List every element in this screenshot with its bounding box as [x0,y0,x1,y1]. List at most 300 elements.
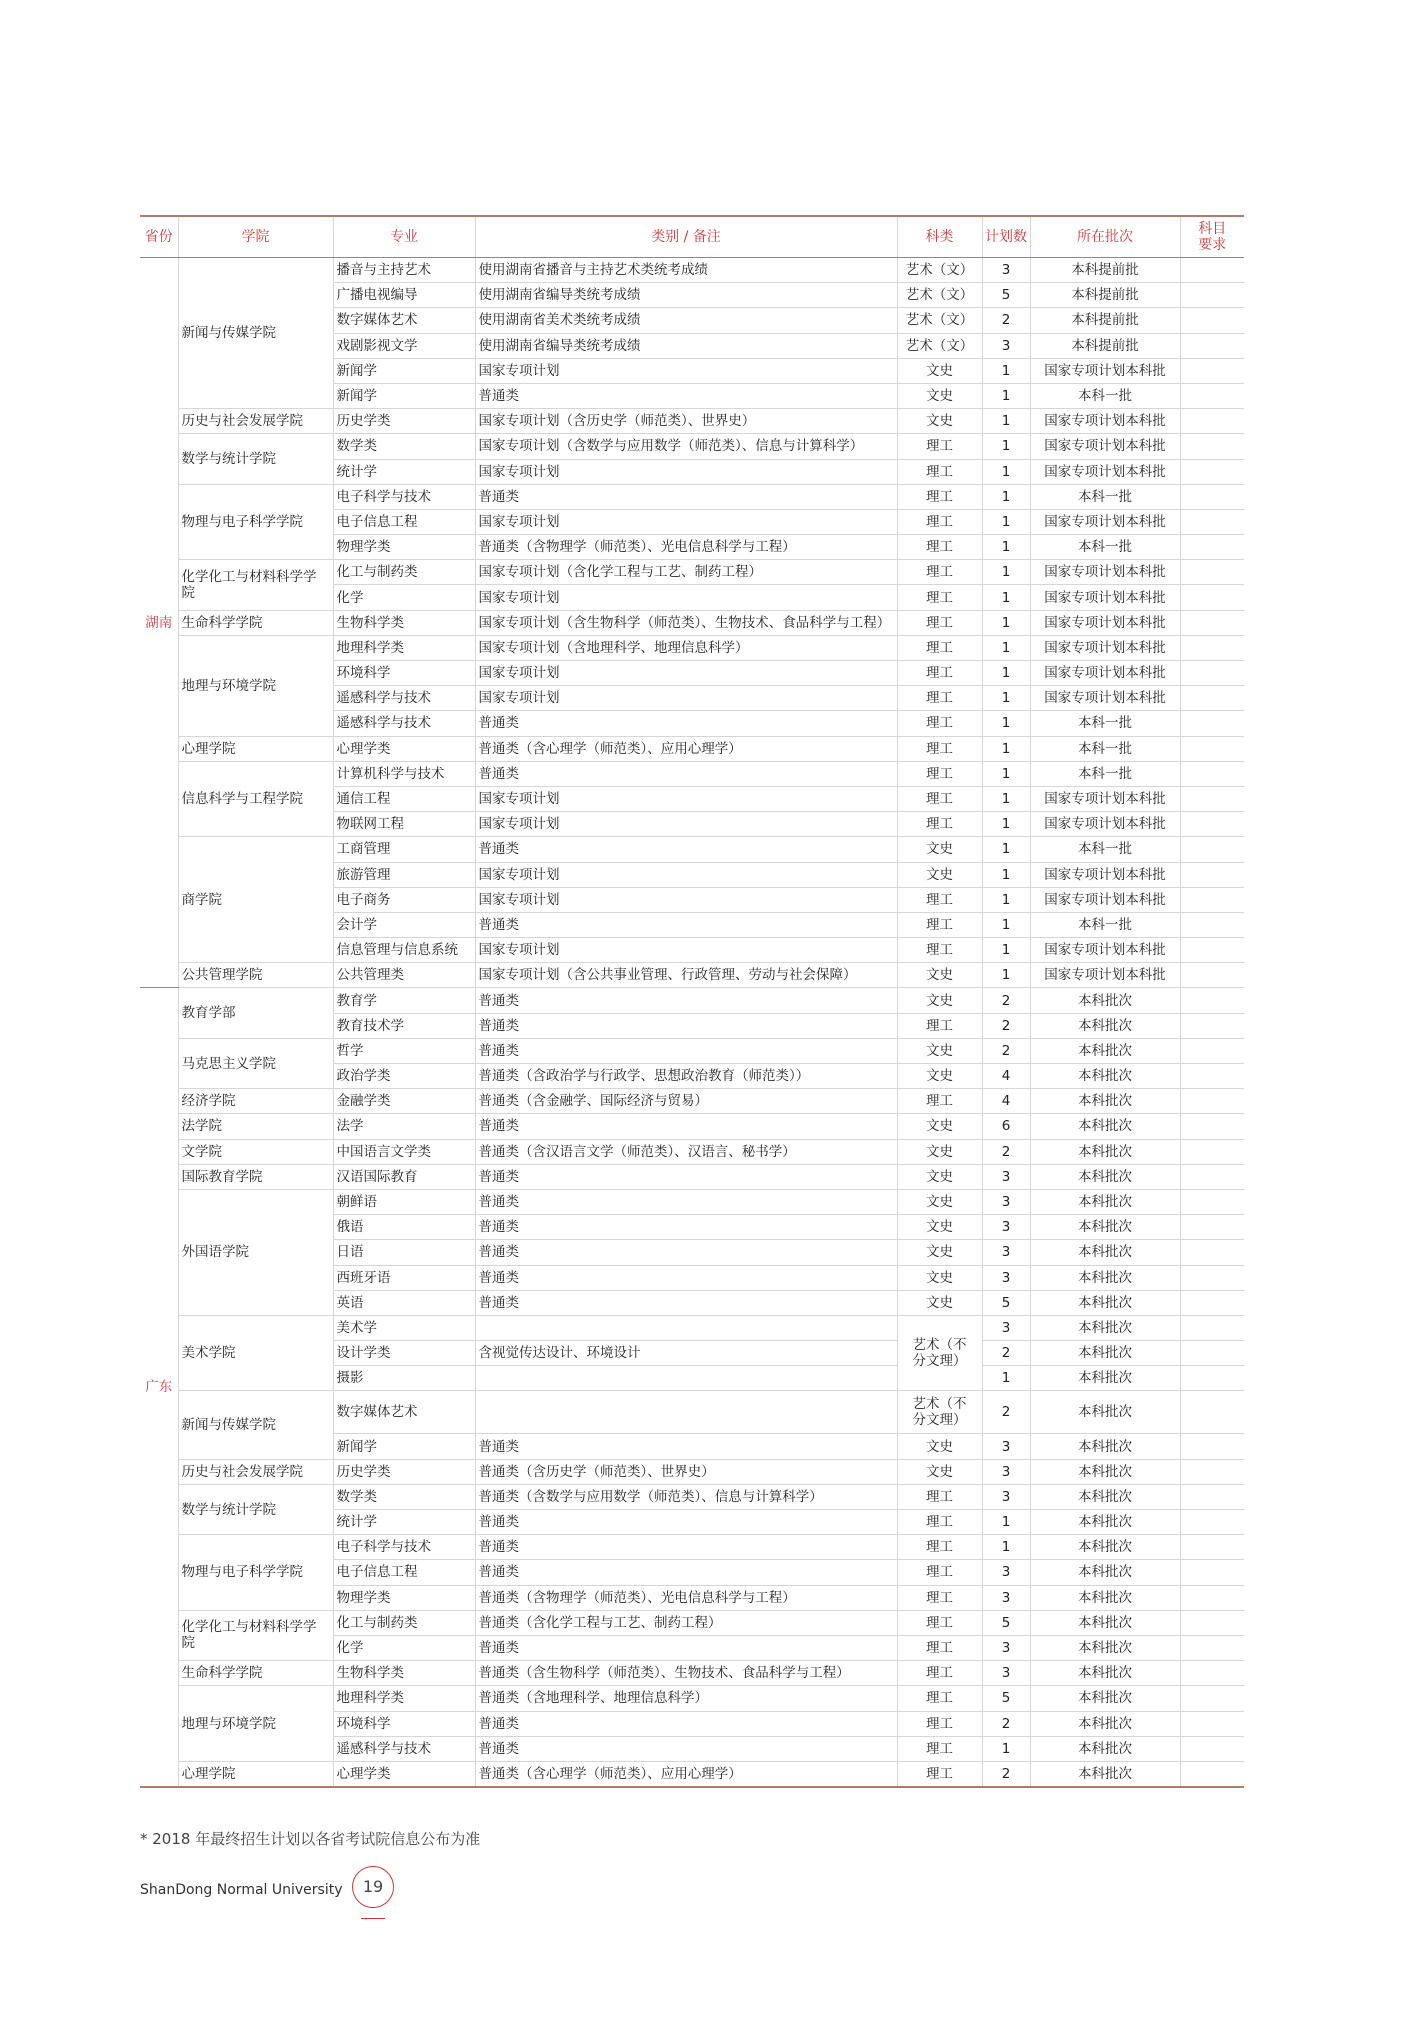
note-cell: 国家专项计划 [475,812,897,837]
plan-count-cell: 1 [982,938,1030,963]
footnote: * 2018 年最终招生计划以各省考试院信息公布为准 [140,1830,481,1848]
plan-count-cell: 1 [982,434,1030,459]
plan-count-cell: 5 [982,283,1030,308]
major-cell: 统计学 [333,459,475,484]
subject-cell: 理工 [897,1736,982,1761]
major-cell: 西班牙语 [333,1265,475,1290]
note-cell: 普通类 [475,1013,897,1038]
note-cell: 普通类 [475,1290,897,1315]
table-row [140,1535,1244,1560]
major-cell: 心理学类 [333,1761,475,1787]
college-cell: 信息科学与工程学院 [178,761,333,837]
batch-cell: 本科批次 [1030,1114,1180,1139]
major-cell: 数学类 [333,434,475,459]
subject-cell: 理工 [897,1711,982,1736]
plan-count-cell: 4 [982,1064,1030,1089]
batch-cell: 本科一批 [1030,484,1180,509]
major-cell: 工商管理 [333,837,475,862]
note-cell: 普通类 [475,1711,897,1736]
major-cell: 旅游管理 [333,862,475,887]
requirement-cell [1180,258,1244,283]
footer-brand: ShanDong Normal University [140,1882,343,1898]
college-cell: 美术学院 [178,1315,333,1391]
subject-cell: 文史 [897,1459,982,1484]
requirement-cell [1180,1635,1244,1660]
subject-cell: 文史 [897,963,982,988]
note-cell: 普通类（含金融学、国际经济与贸易） [475,1089,897,1114]
note-cell: 普通类 [475,1240,897,1265]
batch-cell: 本科一批 [1030,535,1180,560]
table-row [140,1459,1244,1484]
requirement-cell [1180,1290,1244,1315]
college-cell: 数学与统计学院 [178,1484,333,1534]
subject-cell: 艺术（文） [897,258,982,283]
requirement-cell [1180,1089,1244,1114]
subject-cell: 理工 [897,786,982,811]
note-cell: 普通类 [475,761,897,786]
subject-cell: 理工 [897,812,982,837]
batch-cell: 本科批次 [1030,1164,1180,1189]
subject-cell: 理工 [897,1535,982,1560]
subject-cell: 艺术（不分文理） [897,1391,982,1434]
major-cell: 广播电视编导 [333,283,475,308]
plan-count-cell: 3 [982,1459,1030,1484]
subject-cell: 理工 [897,686,982,711]
major-cell: 电子信息工程 [333,509,475,534]
plan-count-cell: 1 [982,661,1030,686]
plan-count-cell: 1 [982,887,1030,912]
college-cell: 文学院 [178,1139,333,1164]
plan-count-cell: 2 [982,308,1030,333]
table-body [140,258,1244,1788]
plan-count-cell: 1 [982,560,1030,585]
batch-cell: 本科批次 [1030,1510,1180,1535]
requirement-cell [1180,1341,1244,1366]
major-cell: 化学 [333,1635,475,1660]
plan-count-cell: 3 [982,1265,1030,1290]
batch-cell: 本科批次 [1030,1736,1180,1761]
subject-cell: 理工 [897,509,982,534]
requirement-cell [1180,1366,1244,1391]
batch-cell: 本科提前批 [1030,283,1180,308]
requirement-cell [1180,1064,1244,1089]
plan-count-cell: 1 [982,383,1030,408]
major-cell: 金融学类 [333,1089,475,1114]
plan-count-cell: 3 [982,1215,1030,1240]
requirement-cell [1180,283,1244,308]
table-row [140,1610,1244,1635]
table-row [140,1484,1244,1509]
table-row [140,1114,1244,1139]
requirement-cell [1180,1265,1244,1290]
college-cell: 新闻与传媒学院 [178,258,333,409]
requirement-cell [1180,1114,1244,1139]
college-cell: 公共管理学院 [178,963,333,988]
batch-cell: 国家专项计划本科批 [1030,358,1180,383]
note-cell: 普通类 [475,988,897,1013]
note-cell: 使用湖南省播音与主持艺术类统考成绩 [475,258,897,283]
batch-cell: 本科批次 [1030,1711,1180,1736]
plan-count-cell: 1 [982,484,1030,509]
requirement-cell [1180,1240,1244,1265]
requirement-cell [1180,1585,1244,1610]
batch-cell: 本科批次 [1030,1366,1180,1391]
batch-cell: 国家专项计划本科批 [1030,938,1180,963]
plan-count-cell: 1 [982,358,1030,383]
major-cell: 英语 [333,1290,475,1315]
batch-cell: 国家专项计划本科批 [1030,585,1180,610]
subject-cell: 理工 [897,661,982,686]
major-cell: 通信工程 [333,786,475,811]
note-cell: 普通类（含物理学（师范类）、光电信息科学与工程） [475,1585,897,1610]
requirement-cell [1180,736,1244,761]
college-cell: 商学院 [178,837,333,963]
note-cell [475,1315,897,1340]
subject-cell: 艺术（不分文理） [897,1315,982,1391]
batch-cell: 本科批次 [1030,1341,1180,1366]
note-cell: 国家专项计划（含数学与应用数学（师范类）、信息与计算科学） [475,434,897,459]
batch-cell: 国家专项计划本科批 [1030,812,1180,837]
plan-count-cell: 2 [982,1711,1030,1736]
college-cell: 物理与电子科学学院 [178,484,333,560]
page-number-underline [361,1918,385,1919]
note-cell: 普通类（含心理学（师范类）、应用心理学） [475,1761,897,1787]
note-cell: 国家专项计划 [475,686,897,711]
major-cell: 生物科学类 [333,610,475,635]
major-cell: 统计学 [333,1510,475,1535]
note-cell: 普通类 [475,711,897,736]
college-cell: 地理与环境学院 [178,1686,333,1762]
table-row [140,1761,1244,1787]
note-cell: 普通类 [475,837,897,862]
requirement-cell [1180,938,1244,963]
college-cell: 教育学部 [178,988,333,1038]
batch-cell: 本科一批 [1030,761,1180,786]
requirement-cell [1180,887,1244,912]
requirement-cell [1180,333,1244,358]
major-cell: 美术学 [333,1315,475,1340]
major-cell: 政治学类 [333,1064,475,1089]
college-cell: 物理与电子科学学院 [178,1535,333,1611]
batch-cell: 本科批次 [1030,1585,1180,1610]
batch-cell: 国家专项计划本科批 [1030,786,1180,811]
batch-cell: 本科批次 [1030,1315,1180,1340]
subject-cell: 文史 [897,1290,982,1315]
batch-cell: 本科批次 [1030,1240,1180,1265]
major-cell: 环境科学 [333,661,475,686]
table-row [140,1315,1244,1340]
batch-cell: 本科批次 [1030,1064,1180,1089]
header-subject: 科类 [897,216,982,258]
requirement-cell [1180,1038,1244,1063]
requirement-cell [1180,1535,1244,1560]
major-cell: 朝鲜语 [333,1189,475,1214]
batch-cell: 国家专项计划本科批 [1030,409,1180,434]
subject-cell: 文史 [897,988,982,1013]
table-row [140,258,1244,283]
major-cell: 汉语国际教育 [333,1164,475,1189]
plan-count-cell: 2 [982,1761,1030,1787]
major-cell: 遥感科学与技术 [333,711,475,736]
header-category: 类别 / 备注 [475,216,897,258]
major-cell: 历史学类 [333,1459,475,1484]
batch-cell: 本科批次 [1030,1089,1180,1114]
note-cell: 国家专项计划（含生物科学（师范类）、生物技术、食品科学与工程） [475,610,897,635]
requirement-cell [1180,761,1244,786]
subject-cell: 文史 [897,383,982,408]
plan-count-cell: 1 [982,837,1030,862]
subject-cell: 文史 [897,1434,982,1459]
batch-cell: 国家专项计划本科批 [1030,862,1180,887]
plan-count-cell: 2 [982,1139,1030,1164]
major-cell: 心理学类 [333,736,475,761]
note-cell: 普通类 [475,1114,897,1139]
major-cell: 教育学 [333,988,475,1013]
subject-cell: 理工 [897,1610,982,1635]
batch-cell: 本科一批 [1030,711,1180,736]
batch-cell: 国家专项计划本科批 [1030,635,1180,660]
major-cell: 电子科学与技术 [333,484,475,509]
requirement-cell [1180,988,1244,1013]
note-cell: 国家专项计划 [475,358,897,383]
subject-cell: 文史 [897,1064,982,1089]
table-header-row [140,216,1244,258]
requirement-cell [1180,1686,1244,1711]
major-cell: 化工与制药类 [333,1610,475,1635]
college-cell: 心理学院 [178,1761,333,1787]
batch-cell: 本科批次 [1030,1635,1180,1660]
note-cell: 普通类（含生物科学（师范类）、生物技术、食品科学与工程） [475,1661,897,1686]
batch-cell: 本科批次 [1030,1535,1180,1560]
plan-count-cell: 3 [982,258,1030,283]
table-row [140,1089,1244,1114]
subject-cell: 理工 [897,761,982,786]
requirement-cell [1180,358,1244,383]
college-cell: 生命科学学院 [178,1661,333,1686]
note-cell: 国家专项计划（含化学工程与工艺、制药工程） [475,560,897,585]
subject-cell: 理工 [897,1661,982,1686]
note-cell: 普通类 [475,1038,897,1063]
major-cell: 生物科学类 [333,1661,475,1686]
requirement-cell [1180,1139,1244,1164]
table-row [140,1661,1244,1686]
subject-cell: 理工 [897,1013,982,1038]
plan-count-cell: 1 [982,786,1030,811]
requirement-cell [1180,308,1244,333]
subject-cell: 文史 [897,862,982,887]
subject-cell: 文史 [897,1189,982,1214]
subject-cell: 理工 [897,484,982,509]
plan-count-cell: 3 [982,1240,1030,1265]
table-row [140,1391,1244,1434]
plan-count-cell: 1 [982,761,1030,786]
requirement-cell [1180,434,1244,459]
batch-cell: 本科批次 [1030,1038,1180,1063]
batch-cell: 本科批次 [1030,1189,1180,1214]
note-cell: 国家专项计划 [475,459,897,484]
subject-cell: 文史 [897,1114,982,1139]
plan-count-cell: 1 [982,535,1030,560]
note-cell: 普通类 [475,1560,897,1585]
subject-cell: 文史 [897,1164,982,1189]
batch-cell: 本科批次 [1030,1391,1180,1434]
major-cell: 俄语 [333,1215,475,1240]
plan-count-cell: 3 [982,1484,1030,1509]
plan-count-cell: 1 [982,736,1030,761]
major-cell: 数字媒体艺术 [333,1391,475,1434]
plan-count-cell: 1 [982,509,1030,534]
requirement-cell [1180,459,1244,484]
note-cell: 普通类 [475,1635,897,1660]
batch-cell: 本科批次 [1030,1434,1180,1459]
major-cell: 物联网工程 [333,812,475,837]
header-batch: 所在批次 [1030,216,1180,258]
header-college: 学院 [178,216,333,258]
table-row [140,1139,1244,1164]
table-row [140,560,1244,585]
note-cell: 普通类 [475,484,897,509]
major-cell: 化学 [333,585,475,610]
plan-count-cell: 1 [982,1736,1030,1761]
requirement-cell [1180,862,1244,887]
college-cell: 数学与统计学院 [178,434,333,484]
plan-count-cell: 3 [982,1635,1030,1660]
requirement-cell [1180,812,1244,837]
subject-cell: 理工 [897,1585,982,1610]
batch-cell: 国家专项计划本科批 [1030,686,1180,711]
note-cell: 普通类（含化学工程与工艺、制药工程） [475,1610,897,1635]
table-row [140,484,1244,509]
batch-cell: 国家专项计划本科批 [1030,661,1180,686]
major-cell: 公共管理类 [333,963,475,988]
note-cell: 普通类 [475,1736,897,1761]
subject-cell: 理工 [897,1686,982,1711]
note-cell: 国家专项计划 [475,938,897,963]
batch-cell: 本科批次 [1030,1215,1180,1240]
subject-cell: 理工 [897,736,982,761]
major-cell: 戏剧影视文学 [333,333,475,358]
header-major: 专业 [333,216,475,258]
subject-cell: 理工 [897,434,982,459]
admission-plan-table [140,215,1244,1788]
plan-count-cell: 3 [982,1661,1030,1686]
note-cell: 普通类 [475,1535,897,1560]
subject-cell: 理工 [897,1761,982,1787]
college-cell: 地理与环境学院 [178,635,333,736]
batch-cell: 国家专项计划本科批 [1030,509,1180,534]
plan-count-cell: 1 [982,1366,1030,1391]
major-cell: 摄影 [333,1366,475,1391]
major-cell: 环境科学 [333,1711,475,1736]
batch-cell: 本科一批 [1030,383,1180,408]
batch-cell: 国家专项计划本科批 [1030,560,1180,585]
plan-count-cell: 1 [982,686,1030,711]
college-cell: 新闻与传媒学院 [178,1391,333,1459]
college-cell: 生命科学学院 [178,610,333,635]
plan-count-cell: 1 [982,912,1030,937]
college-cell: 化学化工与材料科学学院 [178,1610,333,1660]
plan-count-cell: 1 [982,711,1030,736]
subject-cell: 理工 [897,887,982,912]
subject-cell: 理工 [897,938,982,963]
subject-cell: 理工 [897,912,982,937]
note-cell: 使用湖南省编导类统考成绩 [475,333,897,358]
college-cell: 经济学院 [178,1089,333,1114]
requirement-cell [1180,1510,1244,1535]
major-cell: 设计学类 [333,1341,475,1366]
note-cell: 普通类 [475,1164,897,1189]
table-row [140,988,1244,1013]
subject-cell: 理工 [897,560,982,585]
plan-count-cell: 1 [982,409,1030,434]
plan-count-cell: 1 [982,635,1030,660]
plan-count-cell: 2 [982,988,1030,1013]
requirement-cell [1180,1459,1244,1484]
table-row [140,736,1244,761]
plan-count-cell: 1 [982,963,1030,988]
plan-count-cell: 1 [982,585,1030,610]
requirement-cell [1180,1434,1244,1459]
plan-count-cell: 2 [982,1013,1030,1038]
plan-count-cell: 1 [982,1535,1030,1560]
note-cell [475,1366,897,1391]
subject-cell: 文史 [897,409,982,434]
note-cell: 国家专项计划 [475,509,897,534]
plan-count-cell: 1 [982,862,1030,887]
plan-count-cell: 3 [982,1434,1030,1459]
header-requirement: 科目要求 [1180,216,1244,258]
subject-cell: 理工 [897,1635,982,1660]
table-row [140,837,1244,862]
note-cell: 使用湖南省美术类统考成绩 [475,308,897,333]
plan-count-cell: 2 [982,1341,1030,1366]
table-row [140,761,1244,786]
subject-cell: 理工 [897,1560,982,1585]
requirement-cell [1180,1484,1244,1509]
requirement-cell [1180,1189,1244,1214]
requirement-cell [1180,1711,1244,1736]
major-cell: 会计学 [333,912,475,937]
subject-cell: 文史 [897,1265,982,1290]
plan-count-cell: 1 [982,610,1030,635]
batch-cell: 国家专项计划本科批 [1030,434,1180,459]
major-cell: 新闻学 [333,358,475,383]
note-cell: 国家专项计划 [475,786,897,811]
subject-cell: 理工 [897,610,982,635]
note-cell: 国家专项计划 [475,862,897,887]
note-cell: 普通类（含地理科学、地理信息科学） [475,1686,897,1711]
subject-cell: 文史 [897,1240,982,1265]
batch-cell: 本科批次 [1030,1459,1180,1484]
college-cell: 法学院 [178,1114,333,1139]
college-cell: 历史与社会发展学院 [178,409,333,434]
subject-cell: 理工 [897,1089,982,1114]
batch-cell: 本科批次 [1030,1610,1180,1635]
batch-cell: 本科批次 [1030,1761,1180,1787]
note-cell: 普通类 [475,383,897,408]
major-cell: 遥感科学与技术 [333,686,475,711]
batch-cell: 本科提前批 [1030,258,1180,283]
table-row [140,434,1244,459]
page-number: 19 [352,1866,394,1908]
requirement-cell [1180,837,1244,862]
subject-cell: 理工 [897,535,982,560]
major-cell: 地理科学类 [333,635,475,660]
major-cell: 哲学 [333,1038,475,1063]
major-cell: 电子商务 [333,887,475,912]
subject-cell: 文史 [897,837,982,862]
plan-count-cell: 3 [982,333,1030,358]
